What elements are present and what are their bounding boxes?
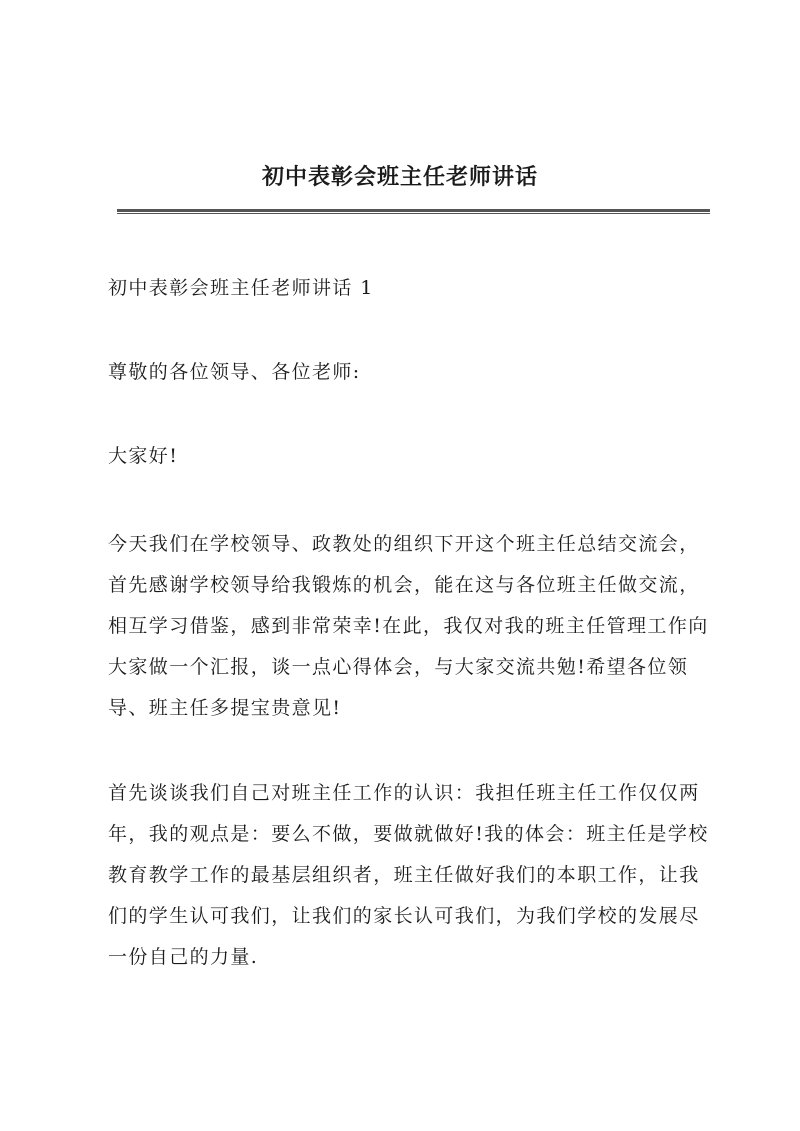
- paragraph-2: 首先谈谈我们自己对班主任工作的认识：我担任班主任工作仅仅两年，我的观点是：要么不做，要做就做好!我的体会：班主任是学校教育教学工作的最基层组织者，班主任做好我们的本职工作，让我们的学生认可我们，让我们的家长认可我们，为我们学校的发展尽一份自己的力量.: [108, 782, 709, 968]
- greeting: 大家好!: [108, 445, 179, 467]
- title-divider: [117, 209, 710, 214]
- document-title: 初中表彰会班主任老师讲话: [261, 164, 538, 190]
- paragraph-1: 今天我们在学校领导、政教处的组织下开这个班主任总结交流会，首先感谢学校领导给我锻炼的机会，能在这与各位班主任做交流，相互学习借鉴，感到非常荣幸!在此，我仅对我的班主任管理工作向大家做一个汇报，谈一点心得体会，与大家交流共勉!希望各位领导、班主任多提宝贵意见!: [108, 533, 709, 719]
- salutation: 尊敬的各位领导、各位老师:: [108, 361, 361, 383]
- section-heading: 初中表彰会班主任老师讲话 1: [108, 277, 374, 299]
